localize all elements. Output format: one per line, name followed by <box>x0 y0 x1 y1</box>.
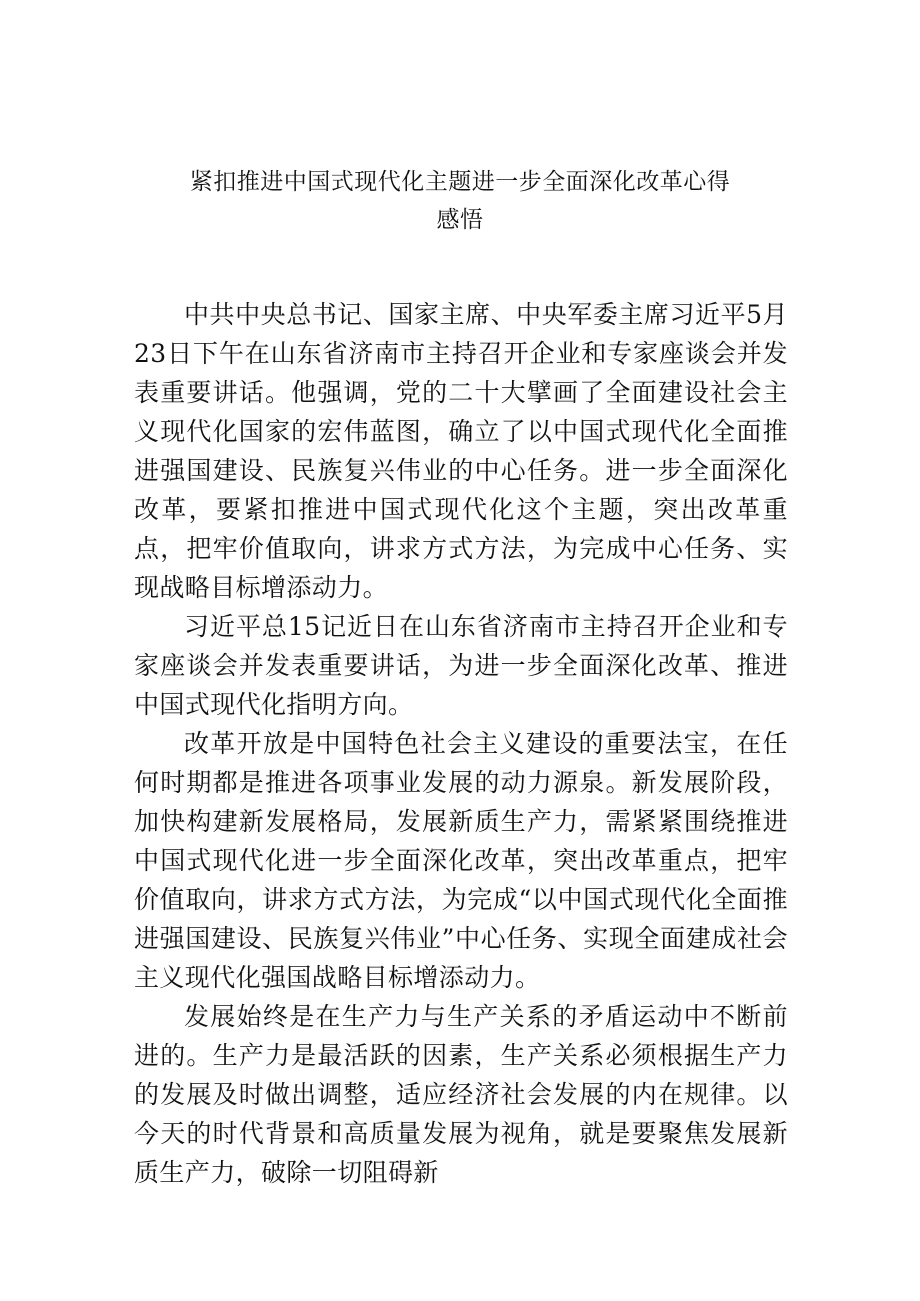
document-body <box>134 295 788 1192</box>
title-line-1: 紧扣推进中国式现代化主题进一步全面深化改革心得 <box>189 169 731 195</box>
paragraph-1: 中共中央总书记、国家主席、中央军委主席习近平5月23日下午在山东省济南市主持召开企业和专家座谈会并发表重要讲话。他强调，党的二十大擘画了全面建设社会主义现代化国家的宏伟蓝图，确立了以中国式现代化全面推进强国建设、民族复兴伟业的中心任务。进一步全面深化改革，要紧扣推进中国式现代化这个主题，突出改革重点，把牢价值取向，讲求方式方法，为完成中心任务、实现战略目标增添动力。 <box>134 300 788 602</box>
paragraph-2: 习近平总15记近日在山东省济南市主持召开企业和专家座谈会并发表重要讲话，为进一步全面深化改革、推进中国式现代化指明方向。 <box>134 612 788 719</box>
paragraph-4: 发展始终是在生产力与生产关系的矛盾运动中不断前进的。生产力是最活跃的因素，生产关系必须根据生产力的发展及时做出调整，适应经济社会发展的内在规律。以今天的时代背景和高质量发展为视角，就是要聚焦发展新质生产力，破除一切阻碍新 <box>134 1002 788 1187</box>
paragraph-3: 改革开放是中国特色社会主义建设的重要法宝，在任何时期都是推进各项事业发展的动力源泉。新发展阶段，加快构建新发展格局，发展新质生产力，需紧紧围绕推进中国式现代化进一步全面深化改革，突出改革重点，把牢价值取向，讲求方式方法，为完成“以中国式现代化全面推进强国建设、民族复兴伟业”中心任务、实现全面建成社会主义现代化强国战略目标增添动力。 <box>134 729 788 992</box>
title-line-2: 感悟 <box>436 207 484 233</box>
document-title <box>120 163 800 239</box>
